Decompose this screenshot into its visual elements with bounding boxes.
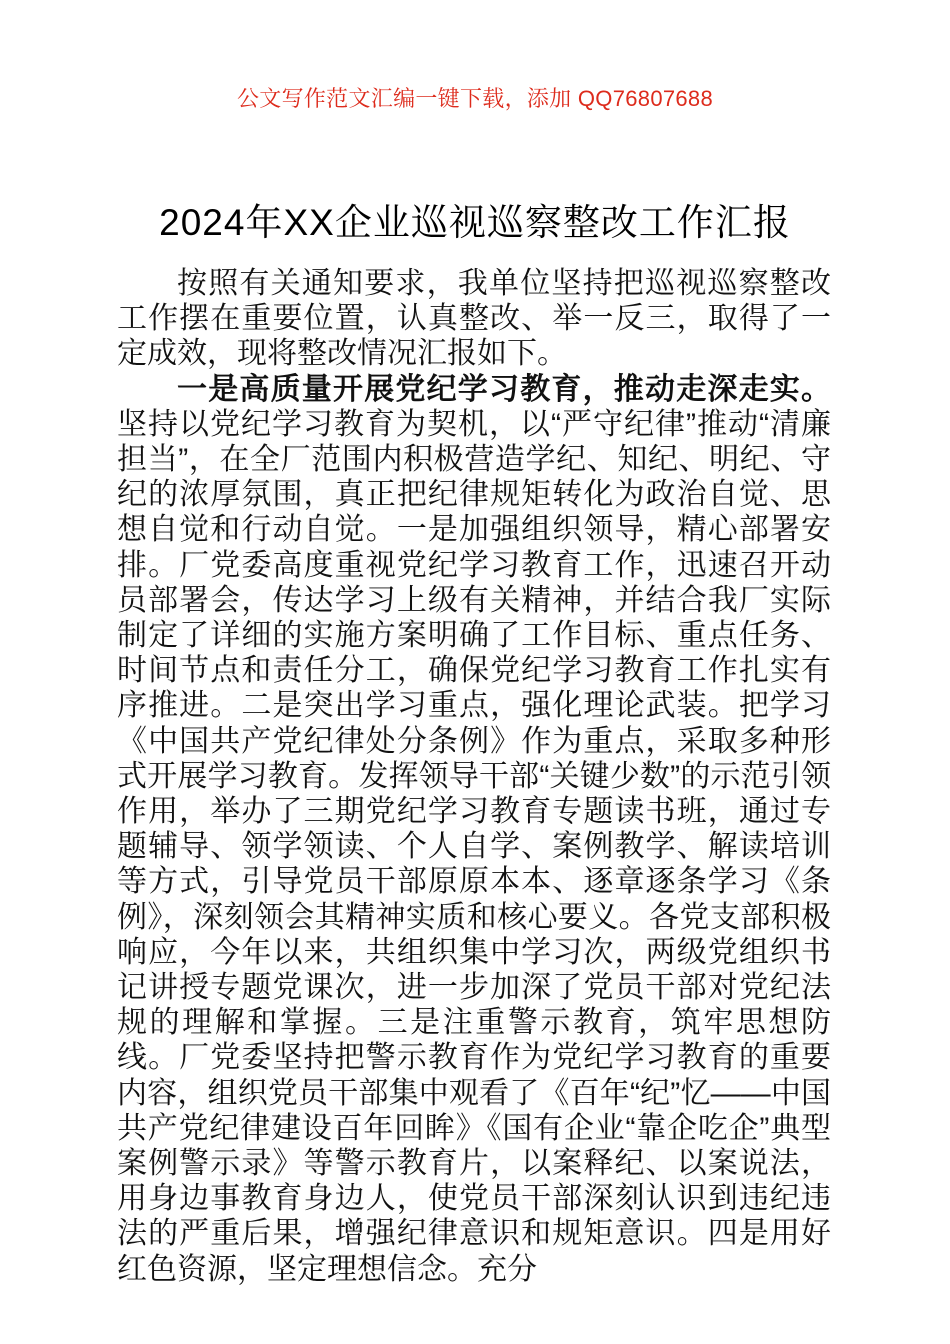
document-body xyxy=(117,266,831,1287)
paragraph-intro-text: 按照有关通知要求，我单位坚持把巡视巡察整改工作摆在重要位置，认真整改、举一反三，取得了一定成效，现将整改情况汇报如下。 xyxy=(117,267,831,371)
paragraph-intro xyxy=(117,266,831,372)
promo-watermark: 公文写作范文汇编一键下载，添加 QQ76807688 xyxy=(236,86,714,111)
paragraph-section-one-lead: 一是高质量开展党纪学习教育，推动走深走实。 xyxy=(177,372,831,406)
paragraph-section-one-text: 坚持以党纪学习教育为契机，以“严守纪律”推动“清廉担当”，在全厂范围内积极营造学纪、知纪、明纪、守纪的浓厚氛围，真正把纪律规矩转化为政治自觉、思想自觉和行动自觉。一是加强组织领导，精心部署安排。厂党委高度重视党纪学习教育工作，迅速召开动员部署会，传达学习上级有关精神，并结合我厂实际制定了详细的实施方案明确了工作目标、重点任务、时间节点和责任分工，确保党纪学习教育工作扎实有序推进。二是突出学习重点，强化理论武装。把学习《中国共产党纪律处分条例》作为重点，采取多种形式开展学习教育。发挥领导干部“关键少数”的示范引领作用，举办了三期党纪学习教育专题读书班，通过专题辅导、领学领读、个人自学、案例教学、解读培训等方式，引导党员干部原原本本、逐章逐条学习《条例》，深刻领会其精神实质和核心要义。各党支部积极响应，今年以来，共组织集中学习次，两级党组织书记讲授专题党课次，进一步加深了党员干部对党纪法规的理解和掌握。三是注重警示教育，筑牢思想防线。厂党委坚持把警示教育作为党纪学习教育的重要内容，组织党员干部集中观看了《百年“纪”忆——中国共产党纪律建设百年回眸》《国有企业“靠企吃企”典型案例警示录》等警示教育片，以案释纪、以案说法，用身边事教育身边人，使党员干部深刻认识到违纪违法的严重后果，增强纪律意识和规矩意识。四是用好红色资源，坚定理想信念。充分 xyxy=(117,407,831,1286)
page-title: 2024年XX企业巡视巡察整改工作汇报 xyxy=(159,201,791,243)
paragraph-section-one xyxy=(117,372,831,1287)
